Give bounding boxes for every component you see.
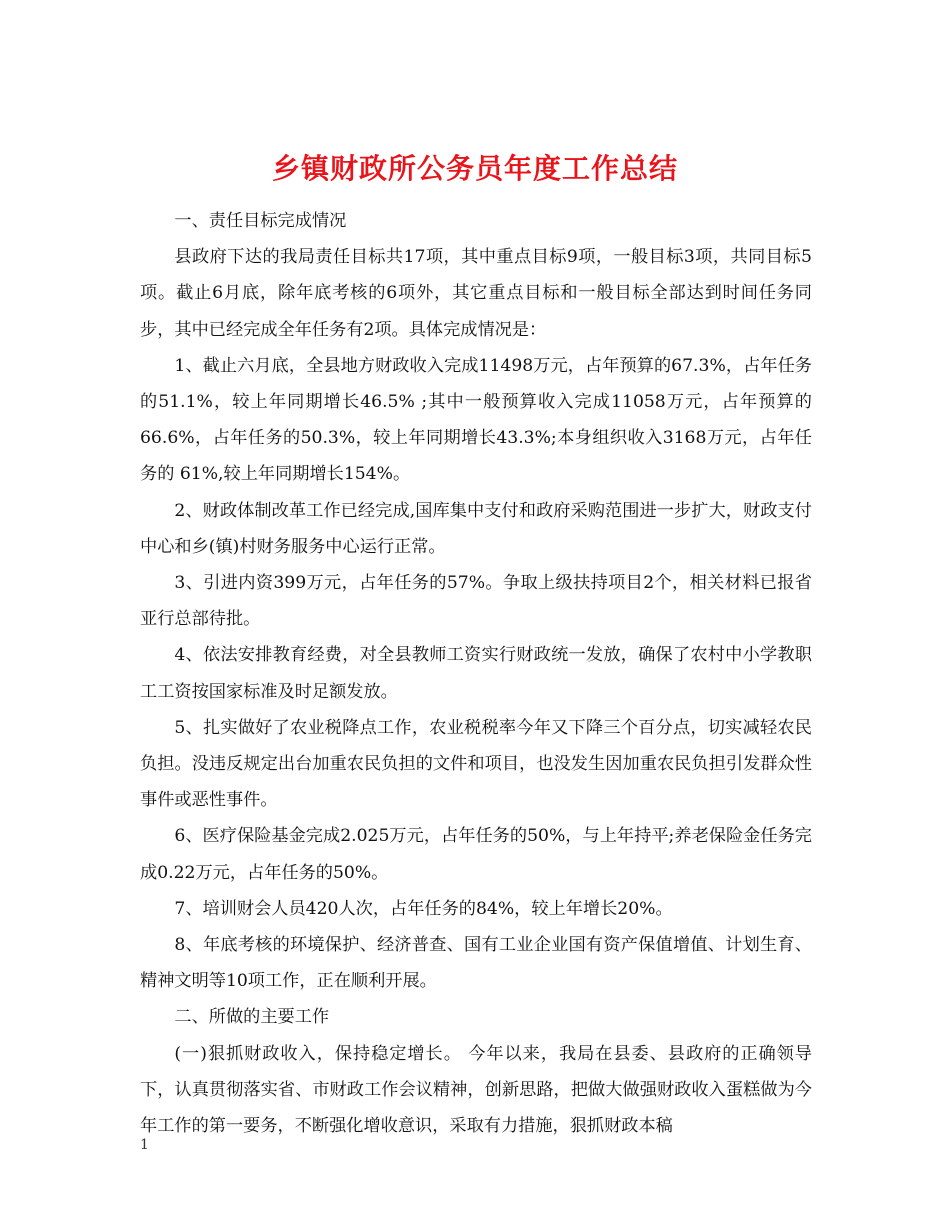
body-paragraph: (一)狠抓财政收入，保持稳定增长。 今年以来，我局在县委、县政府的正确领导下，认真贯彻落实省、市财政工作会议精神，创新思路，把做大做强财政收入蛋糕做为今年工作的第一要务，不断强化增收意识，采取有力措施，狠抓财政本稿 [140,1043,812,1137]
body-paragraph: 8、年底考核的环境保护、经济普查、国有工业企业国有资产保值增值、计划生育、精神文明等10项工作，正在顺利开展。 [140,935,812,992]
body-paragraph: 7、培训财会人员420人次，占年任务的84%，较上年增长20%。 [174,898,673,919]
body-paragraph: 3、引进内资399万元，占年任务的57%。争取上级扶持项目2个，相关材料已报省亚行总部待批。 [140,573,812,630]
body-paragraph: 4、依法安排教育经费，对全县教师工资实行财政统一发放，确保了农村中小学教职工工资按国家标准及时足额发放。 [140,645,812,702]
page-number: 1 [140,1137,149,1153]
document-body [140,203,812,1144]
body-paragraph: 1、截止六月底，全县地方财政收入完成11498万元，占年预算的67.3%，占年任务的51.1%，较上年同期增长46.5% ;其中一般预算收入完成11058万元，占年预算的66.6%，占年任务的50.3%，较上年同期增长43.3%;本身组织收入3168万元，占年任务的 61%,较上年同期增长154%。 [140,355,812,485]
body-paragraph: 2、财政体制改革工作已经完成,国库集中支付和政府采购范围进一步扩大，财政支付中心和乡(镇)村财务服务中心运行正常。 [140,500,812,557]
body-paragraph: 县政府下达的我局责任目标共17项，其中重点目标9项，一般目标3项，共同目标5项。截止6月底，除年底考核的6项外，其它重点目标和一般目标全部达到时间任务同步，其中已经完成全年任务有2项。具体完成情况是： [140,247,812,340]
body-paragraph: 6、医疗保险基金完成2.025万元，占年任务的50%，与上年持平;养老保险金任务完成0.22万元，占年任务的50%。 [140,826,812,883]
section-heading: 二、所做的主要工作 [174,1007,330,1028]
section-heading: 一、责任目标完成情况 [174,211,347,231]
body-paragraph: 5、扎实做好了农业税降点工作，农业税税率今年又下降三个百分点，切实减轻农民负担。没违反规定出台加重农民负担的文件和项目，也没发生因加重农民负担引发群众性事件或恶性事件。 [140,717,812,811]
document-title: 乡镇财政所公务员年度工作总结 [271,151,678,185]
